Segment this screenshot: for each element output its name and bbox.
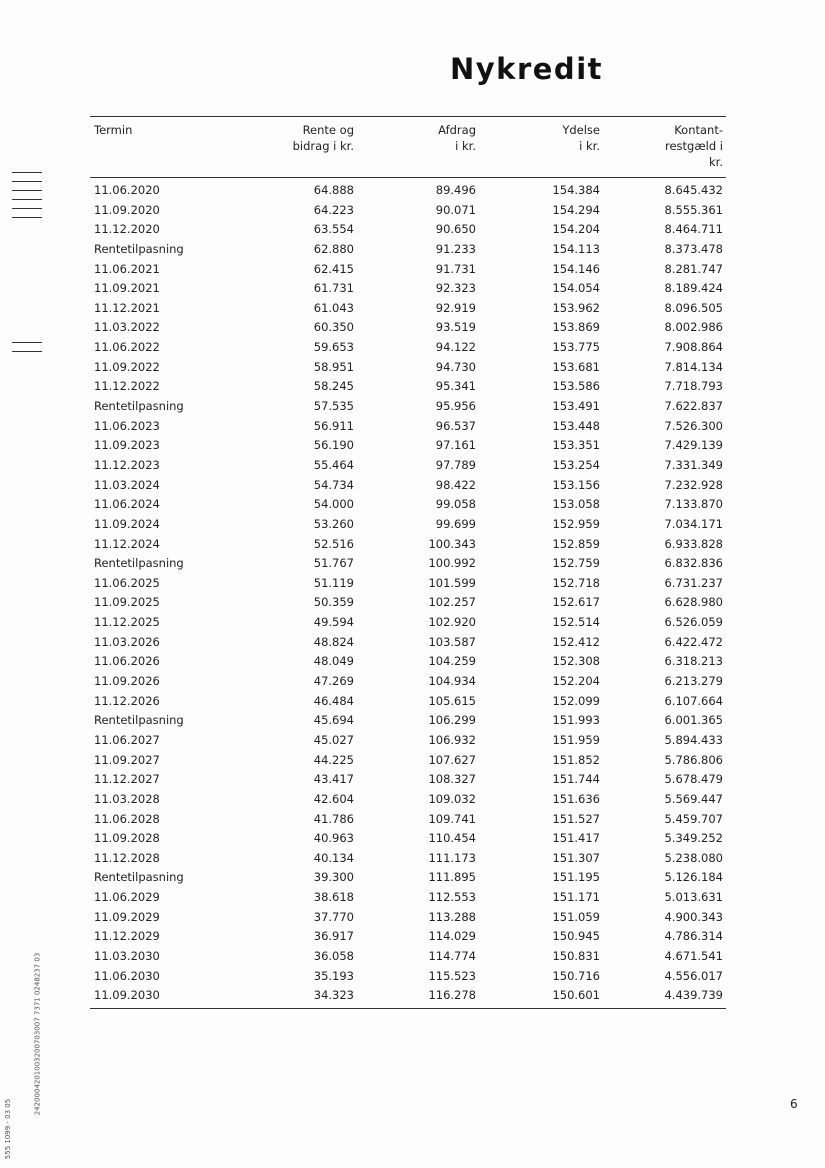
cell-termin: Rentetilpasning xyxy=(94,556,184,571)
cell-rente-og-bidrag: 56.911 xyxy=(313,418,354,433)
cell-ydelse: 151.195 xyxy=(552,870,600,885)
header-kontant-line: restgæld i xyxy=(665,139,723,153)
header-termin xyxy=(94,122,132,138)
cell-kontant-restgaeld: 7.814.134 xyxy=(664,359,723,374)
header-kontant-restgaeld xyxy=(640,122,723,170)
cell-kontant-restgaeld: 7.908.864 xyxy=(664,340,723,355)
cell-afdrag: 106.932 xyxy=(428,732,476,747)
cell-ydelse: 151.852 xyxy=(552,752,600,767)
cell-kontant-restgaeld: 5.013.631 xyxy=(664,890,723,905)
cell-afdrag: 105.615 xyxy=(428,693,476,708)
cell-ydelse: 154.384 xyxy=(552,183,600,197)
header-ydelse-line: i kr. xyxy=(579,139,600,153)
cell-ydelse: 152.308 xyxy=(552,654,600,669)
header-kontant-line: kr. xyxy=(709,155,723,169)
cell-termin: 11.09.2024 xyxy=(94,516,160,531)
cell-rente-og-bidrag: 54.000 xyxy=(313,497,354,512)
cell-ydelse: 153.254 xyxy=(552,457,600,472)
header-rente-og-bidrag xyxy=(258,122,354,154)
table-row xyxy=(90,554,726,574)
cell-termin: Rentetilpasning xyxy=(94,870,184,885)
cell-kontant-restgaeld: 6.628.980 xyxy=(664,595,723,610)
binding-marks xyxy=(12,172,42,226)
cell-kontant-restgaeld: 6.731.237 xyxy=(664,575,723,590)
cell-rente-og-bidrag: 36.058 xyxy=(313,948,354,963)
cell-ydelse: 153.156 xyxy=(552,477,600,492)
table-row xyxy=(90,240,726,260)
header-rente-line: Rente og xyxy=(302,123,354,137)
cell-termin: Rentetilpasning xyxy=(94,399,184,414)
cell-rente-og-bidrag: 64.888 xyxy=(313,183,354,197)
cell-ydelse: 151.636 xyxy=(552,791,600,806)
cell-rente-og-bidrag: 55.464 xyxy=(313,457,354,472)
cell-kontant-restgaeld: 8.281.747 xyxy=(664,261,723,276)
header-ydelse-line: Ydelse xyxy=(562,123,600,137)
table-row xyxy=(90,417,726,437)
table-row xyxy=(90,495,726,515)
cell-afdrag: 102.920 xyxy=(428,615,476,630)
cell-ydelse: 153.448 xyxy=(552,418,600,433)
cell-ydelse: 154.294 xyxy=(552,202,600,217)
cell-rente-og-bidrag: 35.193 xyxy=(313,968,354,983)
cell-ydelse: 153.351 xyxy=(552,438,600,453)
cell-afdrag: 91.731 xyxy=(435,261,476,276)
cell-termin: 11.03.2026 xyxy=(94,634,160,649)
page-number: 6 xyxy=(790,1097,798,1111)
cell-rente-og-bidrag: 61.043 xyxy=(313,300,354,315)
cell-ydelse: 151.959 xyxy=(552,732,600,747)
cell-kontant-restgaeld: 7.133.870 xyxy=(664,497,723,512)
cell-afdrag: 112.553 xyxy=(428,890,476,905)
cell-termin: 11.09.2023 xyxy=(94,438,160,453)
cell-ydelse: 154.113 xyxy=(552,241,600,256)
cell-kontant-restgaeld: 7.718.793 xyxy=(664,379,723,394)
margin-document-code: 2420004201003200703007 7371 0248237 03 xyxy=(33,952,42,1116)
header-afdrag-line: Afdrag xyxy=(438,123,476,137)
cell-termin: 11.06.2024 xyxy=(94,497,160,512)
cell-termin: 11.06.2030 xyxy=(94,968,160,983)
cell-rente-og-bidrag: 51.767 xyxy=(313,556,354,571)
cell-afdrag: 114.774 xyxy=(428,948,476,963)
cell-termin: 11.06.2029 xyxy=(94,890,160,905)
cell-afdrag: 106.299 xyxy=(428,713,476,728)
cell-afdrag: 107.627 xyxy=(428,752,476,767)
table-row xyxy=(90,279,726,299)
cell-kontant-restgaeld: 7.331.349 xyxy=(664,457,723,472)
cell-ydelse: 152.759 xyxy=(552,556,600,571)
cell-termin: 11.12.2023 xyxy=(94,457,160,472)
cell-afdrag: 92.323 xyxy=(435,281,476,296)
cell-ydelse: 152.959 xyxy=(552,516,600,531)
cell-afdrag: 92.919 xyxy=(435,300,476,315)
cell-termin: 11.09.2030 xyxy=(94,988,160,1003)
cell-kontant-restgaeld: 4.900.343 xyxy=(664,909,723,924)
cell-termin: 11.12.2024 xyxy=(94,536,160,551)
cell-rente-og-bidrag: 64.223 xyxy=(313,202,354,217)
cell-rente-og-bidrag: 45.694 xyxy=(313,713,354,728)
cell-rente-og-bidrag: 40.963 xyxy=(313,831,354,846)
cell-termin: 11.06.2027 xyxy=(94,732,160,747)
cell-ydelse: 150.601 xyxy=(552,988,600,1003)
cell-rente-og-bidrag: 51.119 xyxy=(313,575,354,590)
table-row xyxy=(90,947,726,967)
cell-rente-og-bidrag: 44.225 xyxy=(313,752,354,767)
cell-rente-og-bidrag: 62.415 xyxy=(313,261,354,276)
cell-termin: 11.06.2021 xyxy=(94,261,160,276)
cell-afdrag: 103.587 xyxy=(428,634,476,649)
table-row xyxy=(90,397,726,417)
cell-afdrag: 113.288 xyxy=(428,909,476,924)
cell-kontant-restgaeld: 6.933.828 xyxy=(664,536,723,551)
cell-kontant-restgaeld: 6.422.472 xyxy=(664,634,723,649)
table-row xyxy=(90,318,726,338)
cell-ydelse: 154.146 xyxy=(552,261,600,276)
cell-termin: 11.09.2022 xyxy=(94,359,160,374)
cell-afdrag: 94.122 xyxy=(435,340,476,355)
cell-rente-og-bidrag: 53.260 xyxy=(313,516,354,531)
cell-termin: 11.03.2028 xyxy=(94,791,160,806)
cell-rente-og-bidrag: 57.535 xyxy=(313,399,354,414)
table-row xyxy=(90,220,726,240)
cell-kontant-restgaeld: 5.126.184 xyxy=(664,870,723,885)
table-row xyxy=(90,652,726,672)
table-row xyxy=(90,633,726,653)
cell-afdrag: 100.343 xyxy=(428,536,476,551)
nykredit-logo: Nykredit xyxy=(450,52,603,86)
cell-ydelse: 151.993 xyxy=(552,713,600,728)
cell-termin: 11.09.2025 xyxy=(94,595,160,610)
cell-kontant-restgaeld: 5.786.806 xyxy=(664,752,723,767)
cell-rente-og-bidrag: 37.770 xyxy=(313,909,354,924)
header-afdrag-line: i kr. xyxy=(455,139,476,153)
cell-kontant-restgaeld: 7.034.171 xyxy=(664,516,723,531)
table-row xyxy=(90,986,726,1006)
table-row xyxy=(90,967,726,987)
cell-rente-og-bidrag: 34.323 xyxy=(313,988,354,1003)
cell-termin: 11.12.2029 xyxy=(94,929,160,944)
cell-kontant-restgaeld: 5.678.479 xyxy=(664,772,723,787)
cell-rente-og-bidrag: 36.917 xyxy=(313,929,354,944)
table-row xyxy=(90,751,726,771)
table-row xyxy=(90,358,726,378)
table-row xyxy=(90,908,726,928)
cell-afdrag: 95.341 xyxy=(435,379,476,394)
table-row xyxy=(90,849,726,869)
cell-kontant-restgaeld: 8.002.986 xyxy=(664,320,723,335)
cell-rente-og-bidrag: 50.359 xyxy=(313,595,354,610)
cell-ydelse: 152.099 xyxy=(552,693,600,708)
cell-ydelse: 152.859 xyxy=(552,536,600,551)
cell-ydelse: 152.718 xyxy=(552,575,600,590)
cell-rente-og-bidrag: 60.350 xyxy=(313,320,354,335)
cell-ydelse: 152.617 xyxy=(552,595,600,610)
cell-afdrag: 90.650 xyxy=(435,222,476,237)
cell-ydelse: 151.417 xyxy=(552,831,600,846)
cell-kontant-restgaeld: 4.786.314 xyxy=(664,929,723,944)
cell-rente-og-bidrag: 40.134 xyxy=(313,850,354,865)
cell-ydelse: 151.527 xyxy=(552,811,600,826)
cell-termin: Rentetilpasning xyxy=(94,241,184,256)
cell-ydelse: 153.681 xyxy=(552,359,600,374)
cell-termin: 11.03.2024 xyxy=(94,477,160,492)
table-row xyxy=(90,888,726,908)
cell-termin: Rentetilpasning xyxy=(94,713,184,728)
cell-afdrag: 102.257 xyxy=(428,595,476,610)
cell-termin: 11.09.2020 xyxy=(94,202,160,217)
cell-afdrag: 89.496 xyxy=(435,183,476,197)
cell-afdrag: 93.519 xyxy=(435,320,476,335)
cell-afdrag: 90.071 xyxy=(435,202,476,217)
cell-termin: 11.12.2020 xyxy=(94,222,160,237)
cell-rente-og-bidrag: 58.245 xyxy=(313,379,354,394)
cell-rente-og-bidrag: 42.604 xyxy=(313,791,354,806)
cell-kontant-restgaeld: 4.439.739 xyxy=(664,988,723,1003)
table-row xyxy=(90,456,726,476)
cell-afdrag: 99.058 xyxy=(435,497,476,512)
cell-afdrag: 100.992 xyxy=(428,556,476,571)
cell-afdrag: 96.537 xyxy=(435,418,476,433)
cell-afdrag: 115.523 xyxy=(428,968,476,983)
cell-kontant-restgaeld: 6.107.664 xyxy=(664,693,723,708)
cell-termin: 11.09.2026 xyxy=(94,674,160,689)
cell-rente-og-bidrag: 41.786 xyxy=(313,811,354,826)
cell-ydelse: 153.491 xyxy=(552,399,600,414)
cell-termin: 11.09.2021 xyxy=(94,281,160,296)
table-header-rule xyxy=(90,177,726,178)
cell-afdrag: 109.741 xyxy=(428,811,476,826)
cell-afdrag: 104.259 xyxy=(428,654,476,669)
cell-ydelse: 150.831 xyxy=(552,948,600,963)
cell-kontant-restgaeld: 5.569.447 xyxy=(664,791,723,806)
amortization-table xyxy=(90,181,726,1006)
cell-afdrag: 91.233 xyxy=(435,241,476,256)
cell-kontant-restgaeld: 6.832.836 xyxy=(664,556,723,571)
table-row xyxy=(90,260,726,280)
cell-afdrag: 98.422 xyxy=(435,477,476,492)
cell-kontant-restgaeld: 8.464.711 xyxy=(664,222,723,237)
cell-rente-og-bidrag: 56.190 xyxy=(313,438,354,453)
cell-ydelse: 150.945 xyxy=(552,929,600,944)
cell-termin: 11.09.2029 xyxy=(94,909,160,924)
cell-rente-og-bidrag: 46.484 xyxy=(313,693,354,708)
cell-rente-og-bidrag: 49.594 xyxy=(313,615,354,630)
cell-rente-og-bidrag: 43.417 xyxy=(313,772,354,787)
table-row xyxy=(90,672,726,692)
table-row xyxy=(90,927,726,947)
cell-kontant-restgaeld: 7.429.139 xyxy=(664,438,723,453)
cell-kontant-restgaeld: 6.526.059 xyxy=(664,615,723,630)
cell-kontant-restgaeld: 5.349.252 xyxy=(664,831,723,846)
cell-afdrag: 110.454 xyxy=(428,831,476,846)
cell-afdrag: 101.599 xyxy=(428,575,476,590)
cell-kontant-restgaeld: 5.894.433 xyxy=(664,732,723,747)
cell-kontant-restgaeld: 7.622.837 xyxy=(664,399,723,414)
cell-afdrag: 111.895 xyxy=(428,870,476,885)
table-row xyxy=(90,476,726,496)
cell-kontant-restgaeld: 6.001.365 xyxy=(664,713,723,728)
cell-ydelse: 151.307 xyxy=(552,850,600,865)
cell-rente-og-bidrag: 48.049 xyxy=(313,654,354,669)
cell-ydelse: 153.586 xyxy=(552,379,600,394)
table-row xyxy=(90,338,726,358)
table-row xyxy=(90,574,726,594)
cell-kontant-restgaeld: 4.671.541 xyxy=(664,948,723,963)
binding-marks-2 xyxy=(12,342,42,360)
cell-ydelse: 151.744 xyxy=(552,772,600,787)
table-row xyxy=(90,299,726,319)
cell-ydelse: 153.962 xyxy=(552,300,600,315)
table-row xyxy=(90,711,726,731)
cell-termin: 11.06.2028 xyxy=(94,811,160,826)
cell-rente-og-bidrag: 45.027 xyxy=(313,732,354,747)
cell-termin: 11.12.2022 xyxy=(94,379,160,394)
cell-termin: 11.06.2025 xyxy=(94,575,160,590)
cell-afdrag: 114.029 xyxy=(428,929,476,944)
cell-rente-og-bidrag: 38.618 xyxy=(313,890,354,905)
cell-afdrag: 111.173 xyxy=(428,850,476,865)
cell-ydelse: 152.412 xyxy=(552,634,600,649)
cell-afdrag: 95.956 xyxy=(435,399,476,414)
cell-afdrag: 108.327 xyxy=(428,772,476,787)
cell-termin: 11.03.2030 xyxy=(94,948,160,963)
cell-afdrag: 116.278 xyxy=(428,988,476,1003)
cell-rente-og-bidrag: 47.269 xyxy=(313,674,354,689)
cell-kontant-restgaeld: 8.555.361 xyxy=(664,202,723,217)
cell-termin: 11.06.2026 xyxy=(94,654,160,669)
cell-kontant-restgaeld: 4.556.017 xyxy=(664,968,723,983)
cell-termin: 11.12.2028 xyxy=(94,850,160,865)
cell-rente-og-bidrag: 52.516 xyxy=(313,536,354,551)
header-ydelse xyxy=(510,122,600,154)
table-row xyxy=(90,181,726,201)
table-row xyxy=(90,731,726,751)
table-row xyxy=(90,436,726,456)
header-afdrag xyxy=(392,122,476,154)
cell-afdrag: 99.699 xyxy=(435,516,476,531)
cell-afdrag: 97.161 xyxy=(435,438,476,453)
cell-ydelse: 151.059 xyxy=(552,909,600,924)
cell-termin: 11.12.2026 xyxy=(94,693,160,708)
cell-termin: 11.06.2023 xyxy=(94,418,160,433)
cell-rente-og-bidrag: 59.653 xyxy=(313,340,354,355)
cell-kontant-restgaeld: 8.645.432 xyxy=(664,183,723,197)
cell-ydelse: 153.869 xyxy=(552,320,600,335)
cell-afdrag: 97.789 xyxy=(435,457,476,472)
cell-ydelse: 153.775 xyxy=(552,340,600,355)
cell-ydelse: 152.204 xyxy=(552,674,600,689)
cell-rente-og-bidrag: 39.300 xyxy=(313,870,354,885)
cell-kontant-restgaeld: 6.318.213 xyxy=(664,654,723,669)
margin-document-code-2: 555 1099 - 03 05 xyxy=(4,1098,13,1160)
header-kontant-line: Kontant- xyxy=(674,123,723,137)
table-row xyxy=(90,593,726,613)
cell-rente-og-bidrag: 48.824 xyxy=(313,634,354,649)
cell-kontant-restgaeld: 8.189.424 xyxy=(664,281,723,296)
cell-termin: 11.09.2027 xyxy=(94,752,160,767)
cell-kontant-restgaeld: 5.459.707 xyxy=(664,811,723,826)
table-row xyxy=(90,692,726,712)
cell-ydelse: 154.204 xyxy=(552,222,600,237)
table-row xyxy=(90,810,726,830)
cell-rente-og-bidrag: 58.951 xyxy=(313,359,354,374)
table-row xyxy=(90,790,726,810)
table-row xyxy=(90,770,726,790)
table-top-rule xyxy=(90,116,726,117)
cell-termin: 11.09.2028 xyxy=(94,831,160,846)
table-row xyxy=(90,535,726,555)
cell-kontant-restgaeld: 7.232.928 xyxy=(664,477,723,492)
cell-ydelse: 150.716 xyxy=(552,968,600,983)
cell-termin: 11.12.2021 xyxy=(94,300,160,315)
header-termin-line: Termin xyxy=(94,123,133,137)
header-rente-line: bidrag i kr. xyxy=(292,139,354,153)
cell-kontant-restgaeld: 6.213.279 xyxy=(664,674,723,689)
cell-ydelse: 151.171 xyxy=(552,890,600,905)
cell-rente-og-bidrag: 62.880 xyxy=(313,241,354,256)
cell-termin: 11.03.2022 xyxy=(94,320,160,335)
cell-termin: 11.06.2020 xyxy=(94,183,160,197)
table-row xyxy=(90,201,726,221)
cell-kontant-restgaeld: 5.238.080 xyxy=(664,850,723,865)
cell-ydelse: 154.054 xyxy=(552,281,600,296)
table-row xyxy=(90,377,726,397)
table-bottom-rule xyxy=(90,1008,726,1009)
cell-kontant-restgaeld: 8.096.505 xyxy=(664,300,723,315)
cell-afdrag: 109.032 xyxy=(428,791,476,806)
cell-termin: 11.12.2025 xyxy=(94,615,160,630)
cell-rente-og-bidrag: 61.731 xyxy=(313,281,354,296)
cell-kontant-restgaeld: 8.373.478 xyxy=(664,241,723,256)
table-row xyxy=(90,829,726,849)
cell-kontant-restgaeld: 7.526.300 xyxy=(664,418,723,433)
table-row xyxy=(90,868,726,888)
cell-termin: 11.06.2022 xyxy=(94,340,160,355)
cell-ydelse: 153.058 xyxy=(552,497,600,512)
cell-termin: 11.12.2027 xyxy=(94,772,160,787)
table-row xyxy=(90,515,726,535)
cell-rente-og-bidrag: 63.554 xyxy=(313,222,354,237)
cell-ydelse: 152.514 xyxy=(552,615,600,630)
table-row xyxy=(90,613,726,633)
cell-rente-og-bidrag: 54.734 xyxy=(313,477,354,492)
cell-afdrag: 94.730 xyxy=(435,359,476,374)
cell-afdrag: 104.934 xyxy=(428,674,476,689)
